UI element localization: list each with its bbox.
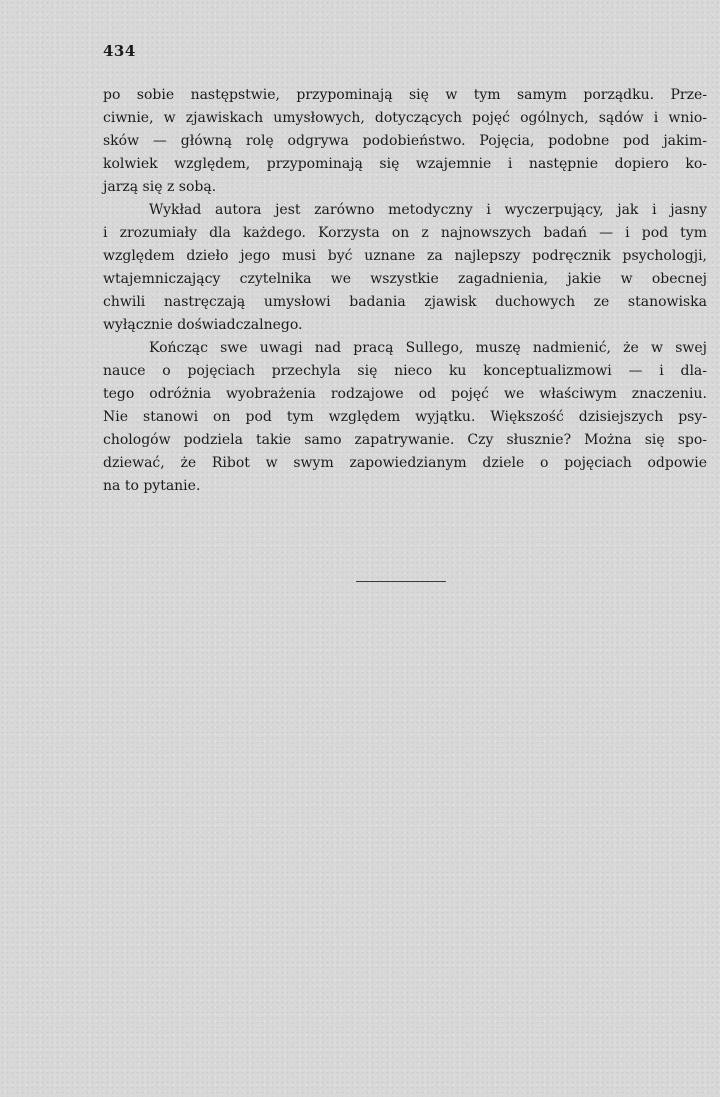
text-line: wtajemniczający czytelnika we wszystkie zagadnienia, jakie w obecnej xyxy=(103,271,707,287)
text-line: i zrozumiały dla każdego. Korzysta on z najnowszych badań — i pod tym xyxy=(103,225,707,241)
section-separator xyxy=(356,581,446,582)
text-line: ciwnie, w zjawiskach umysłowych, dotyczących pojęć ogólnych, sądów i wnio- xyxy=(103,110,707,126)
text-line: jarzą się z sobą. xyxy=(103,179,217,195)
text-line: wyłącznie doświadczalnego. xyxy=(103,317,303,333)
text-line: Nie stanowi on pod tym względem wyjątku. Większość dzisiejszych psy- xyxy=(103,409,707,425)
text-line: chwili nastręczają umysłowi badania zjawisk duchowych ze stanowiska xyxy=(103,294,707,310)
text-line: kolwiek względem, przypominają się wzajemnie i następnie dopiero ko- xyxy=(103,156,707,172)
page-number: 434 xyxy=(103,42,136,60)
text-line: po sobie następstwie, przypominają się w tym samym porządku. Prze- xyxy=(103,87,707,103)
text-line: tego odróżnia wyobrażenia rodzajowe od pojęć we właściwym znaczeniu. xyxy=(103,386,707,402)
text-line: na to pytanie. xyxy=(103,478,201,494)
text-line: Kończąc swe uwagi nad pracą Sullego, muszę nadmienić, że w swej xyxy=(149,340,707,356)
text-line: dziewać, że Ribot w swym zapowiedzianym dziele o pojęciach odpowie xyxy=(103,455,707,471)
body-text xyxy=(103,84,707,498)
text-line: względem dzieło jego musi być uznane za najlepszy podręcznik psychologji, xyxy=(103,248,707,264)
text-line: chologów podziela takie samo zapatrywanie. Czy słusznie? Można się spo- xyxy=(103,432,707,448)
text-line: nauce o pojęciach przechyla się nieco ku konceptualizmowi — i dla- xyxy=(103,363,707,379)
text-line: Wykład autora jest zarówno metodyczny i wyczerpujący, jak i jasny xyxy=(149,202,707,218)
text-line: sków — główną rolę odgrywa podobieństwo. Pojęcia, podobne pod jakim- xyxy=(103,133,707,149)
